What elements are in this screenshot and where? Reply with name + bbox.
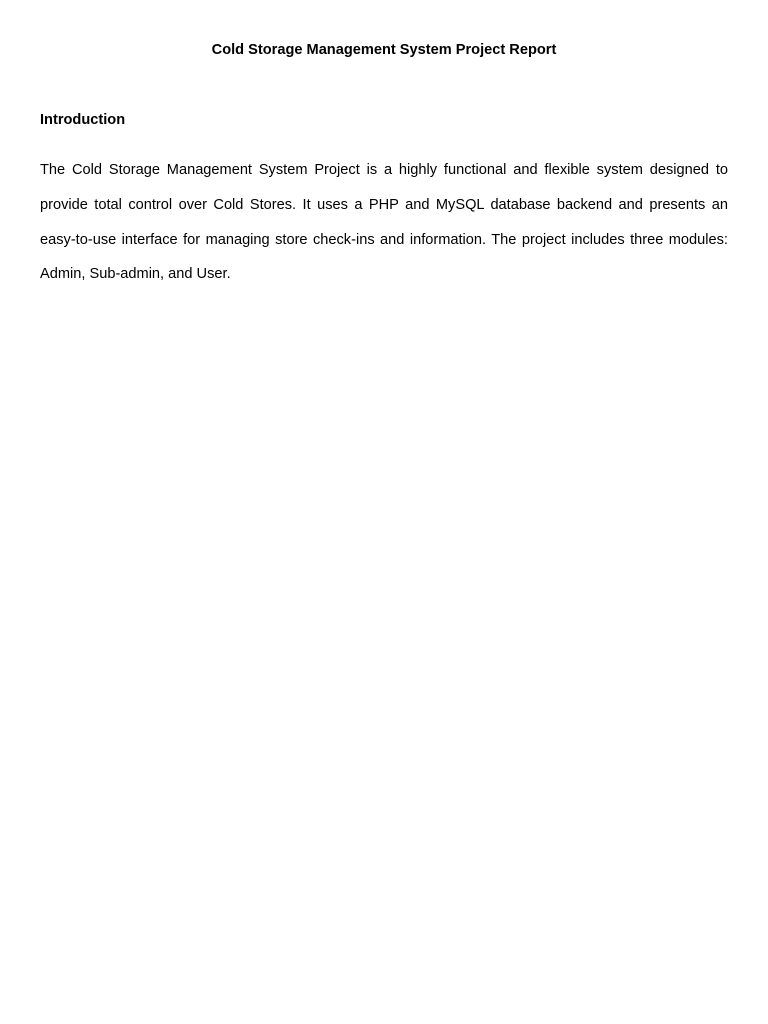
document-title: Cold Storage Management System Project Report [211, 42, 557, 58]
introduction-paragraph: The Cold Storage Management System Project is a highly functional and flexible system designed to provide total control over Cold Stores. It uses a PHP and MySQL database backend and presents an easy-to-use interface for managing store check-ins and information. The project includes three modules: Admin, Sub-admin, and User. [40, 162, 728, 283]
section-heading-introduction: Introduction [40, 112, 126, 128]
